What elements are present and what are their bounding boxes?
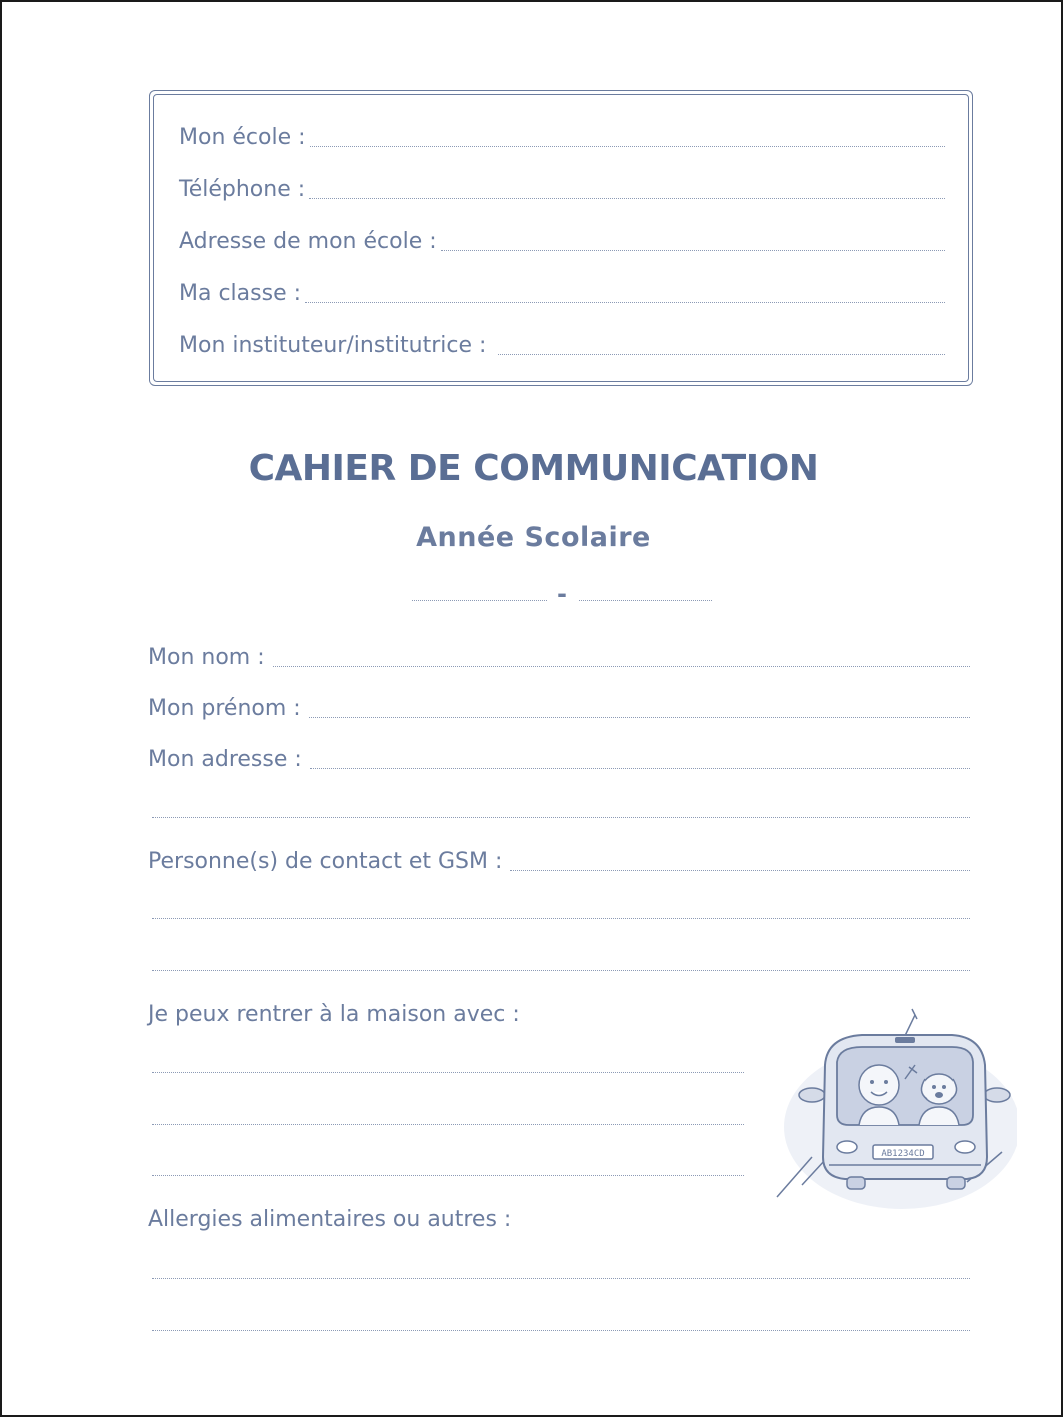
firstname-input-line[interactable]	[309, 717, 970, 718]
school-field[interactable]	[179, 125, 945, 151]
teacher-field[interactable]	[179, 333, 945, 359]
school-label: Mon école :	[179, 125, 306, 150]
address-input-line[interactable]	[310, 768, 970, 769]
pickup-input-line-2[interactable]	[152, 1124, 744, 1125]
firstname-label: Mon prénom :	[148, 696, 301, 721]
pickup-input-line-3[interactable]	[152, 1175, 744, 1176]
pickup-label: Je peux rentrer à la maison avec :	[148, 1002, 520, 1027]
allergies-label: Allergies alimentaires ou autres :	[148, 1207, 512, 1232]
contact-input-line[interactable]	[510, 870, 970, 871]
phone-input-line[interactable]	[309, 198, 945, 199]
year-end-input-line[interactable]	[579, 600, 712, 601]
address-field[interactable]	[148, 747, 970, 773]
car-illustration	[767, 1007, 1017, 1212]
year-separator: -	[557, 580, 567, 608]
school-address-label: Adresse de mon école :	[179, 229, 437, 254]
allergies-input-line-1[interactable]	[152, 1278, 970, 1279]
phone-label: Téléphone :	[179, 177, 306, 202]
name-label: Mon nom :	[148, 645, 265, 670]
car-with-child-and-dog-icon	[767, 1007, 1017, 1212]
school-info-box	[149, 90, 973, 386]
license-plate-text: AB1234CD	[881, 1149, 925, 1159]
class-field[interactable]	[179, 281, 945, 307]
school-address-field[interactable]	[179, 229, 945, 255]
contact-input-line-3[interactable]	[152, 970, 970, 971]
year-start-input-line[interactable]	[412, 600, 547, 601]
school-address-input-line[interactable]	[441, 250, 945, 251]
class-input-line[interactable]	[305, 302, 945, 303]
page-title: CAHIER DE COMMUNICATION	[248, 448, 819, 489]
contact-input-line-2[interactable]	[152, 918, 970, 919]
contact-label: Personne(s) de contact et GSM :	[148, 849, 503, 874]
pickup-input-line-1[interactable]	[152, 1072, 744, 1073]
name-input-line[interactable]	[273, 666, 970, 667]
contact-field[interactable]	[148, 849, 970, 875]
teacher-input-line[interactable]	[498, 354, 945, 355]
teacher-label: Mon instituteur/institutrice :	[179, 333, 487, 358]
school-year-field	[2, 582, 1063, 612]
address-label: Mon adresse :	[148, 747, 302, 772]
phone-field[interactable]	[179, 177, 945, 203]
address-input-line-2[interactable]	[152, 817, 970, 818]
allergies-input-line-2[interactable]	[152, 1330, 970, 1331]
firstname-field[interactable]	[148, 696, 970, 722]
class-label: Ma classe :	[179, 281, 302, 306]
school-input-line[interactable]	[310, 146, 945, 147]
school-year-label: Année Scolaire	[416, 522, 651, 553]
name-field[interactable]	[148, 645, 970, 671]
